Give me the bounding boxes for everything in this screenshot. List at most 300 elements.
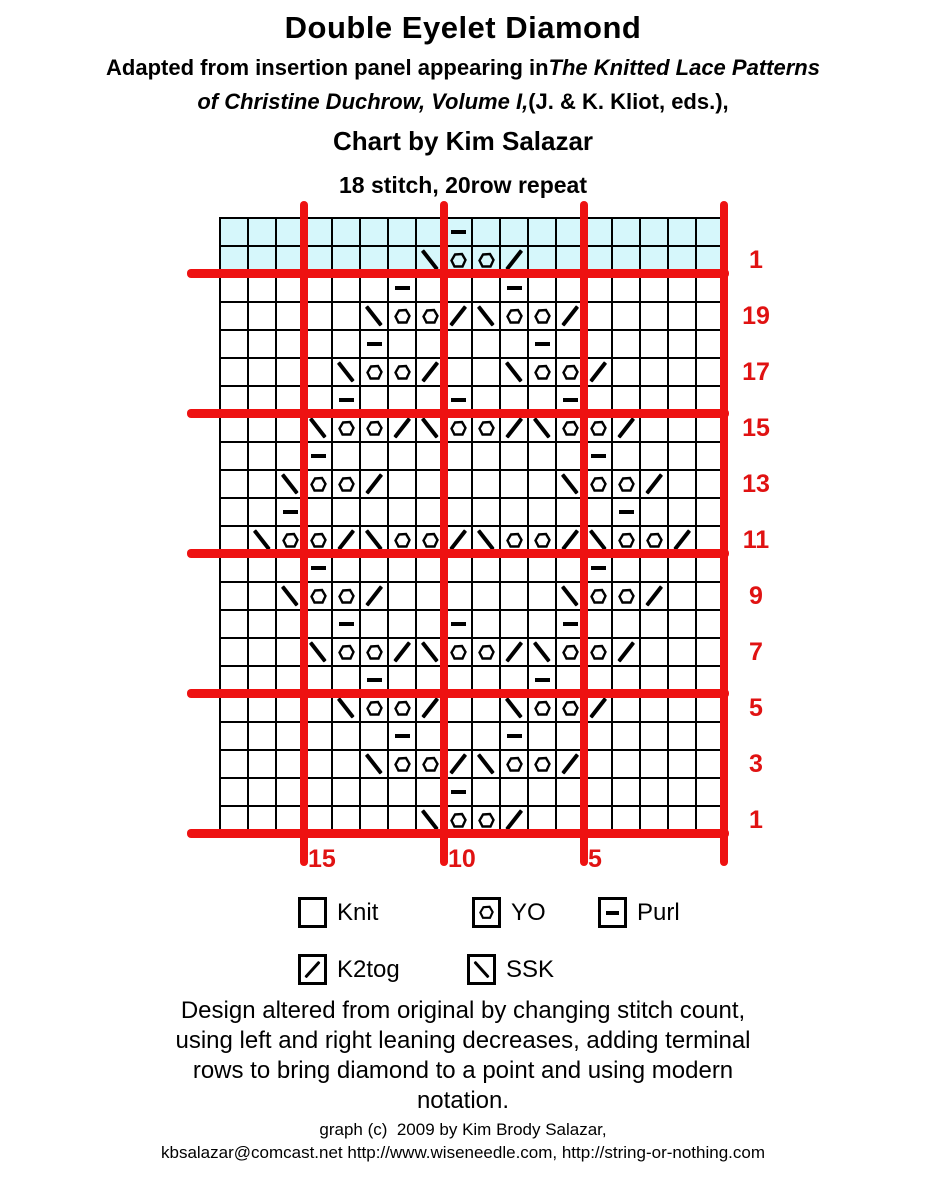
yo-icon [561,420,580,437]
k2tog-icon [505,417,523,438]
chart-cell [361,555,389,583]
chart-cell [361,219,389,247]
chart-cell [529,275,557,303]
purl-icon [507,286,522,290]
purl-icon [451,790,466,794]
chart-cell [473,275,501,303]
chart-cell [389,695,417,723]
chart-cell [585,639,613,667]
chart-cell [361,275,389,303]
yo-icon [561,700,580,717]
ssk-icon [533,417,551,438]
chart-cell [333,359,361,387]
chart-cell [221,583,249,611]
chart-cell [445,471,473,499]
yo-icon [337,420,356,437]
chart-cell [389,415,417,443]
chart-cell [445,751,473,779]
chart-cell [529,415,557,443]
purl-icon [535,678,550,682]
k2tog-icon [365,473,383,494]
credit-line: graph (c) 2009 by Kim Brody Salazar, [319,1120,607,1139]
chart-cell [305,555,333,583]
chart-cell [613,275,641,303]
credit-line: kbsalazar@comcast.net http://www.wiseneedle.com, http://string-or-nothing.com [160,1143,765,1162]
chart-cell [529,303,557,331]
purl-icon [451,398,466,402]
yo-icon [337,476,356,493]
k2tog-icon [365,585,383,606]
chart-cell [501,499,529,527]
chart-cell [361,639,389,667]
chart-cell [389,443,417,471]
legend-item-ssk [467,954,554,985]
chart-cell [501,779,529,807]
stitch-grid [219,217,725,835]
chart-cell [305,415,333,443]
chart-cell [613,415,641,443]
chart-cell [221,471,249,499]
chart-cell [249,583,277,611]
yo-icon [617,588,636,605]
chart-cell [669,583,697,611]
chart-cell [501,443,529,471]
yo-icon [645,532,664,549]
chart-cell [389,555,417,583]
chart-cell [585,303,613,331]
legend-label: Knit [337,898,379,926]
chart-cell [669,779,697,807]
ssk-icon [421,641,439,662]
chart-cell [333,555,361,583]
row-number: 1 [749,806,763,834]
chart-cell [305,471,333,499]
ssk-icon [421,809,439,830]
chart-cell [221,611,249,639]
ssk-icon [365,305,383,326]
chart-cell [305,611,333,639]
chart-cell [669,639,697,667]
ssk-icon [309,641,327,662]
chart-cell [361,751,389,779]
chart-cell [529,499,557,527]
chart-cell [585,331,613,359]
chart-cell [361,611,389,639]
chart-cell [641,415,669,443]
chart-cell [305,639,333,667]
ssk-icon [421,417,439,438]
chart-cell [333,443,361,471]
chart-cell [473,499,501,527]
chart-cell [389,331,417,359]
chart-cell [305,331,333,359]
chart-cell [529,639,557,667]
k2tog-icon [505,809,523,830]
chart-cell [669,275,697,303]
yo-icon [561,364,580,381]
yo-icon [533,532,552,549]
yo-icon [393,308,412,325]
purl-icon [395,734,410,738]
chart-cell [641,471,669,499]
chart-cell [641,555,669,583]
chart-cell [585,751,613,779]
book-title-part-2: of Christine Duchrow, Volume I, [197,89,529,114]
yo-icon [477,252,496,269]
chart-cell [613,359,641,387]
chart-cell [221,639,249,667]
note-line: Design altered from original by changing stitch count, [180,997,746,1024]
purl-icon [311,454,326,458]
ssk-icon [589,529,607,550]
chart-cell [445,415,473,443]
chart-cell [389,471,417,499]
chart-cell [249,359,277,387]
row-number: 13 [742,470,770,498]
chart-cell [249,611,277,639]
chart-cell [501,415,529,443]
chart-cell [445,219,473,247]
chart-cell [389,359,417,387]
chart-cell [501,723,529,751]
chart-cell [361,359,389,387]
ssk-icon [253,529,271,550]
chart-cell [445,359,473,387]
ssk-icon [561,473,579,494]
legend-label: SSK [506,955,555,983]
chart-cell [305,219,333,247]
ssk-icon [365,753,383,774]
chart-cell [361,583,389,611]
chart-cell [529,583,557,611]
purl-icon [563,398,578,402]
k2tog-icon [449,529,467,550]
chart-cell [585,443,613,471]
k2tog-icon [645,585,663,606]
yo-icon [449,252,468,269]
chart-cell [249,415,277,443]
ssk-icon [337,361,355,382]
yo-icon [309,588,328,605]
k2tog-icon [449,305,467,326]
chart-cell [501,695,529,723]
legend-label: Purl [637,898,680,926]
chart-cell [249,555,277,583]
yo-icon [533,756,552,773]
chart-cell [389,583,417,611]
purl-icon [339,622,354,626]
chart-cell [361,331,389,359]
yo-icon [337,588,356,605]
chart-cell [641,219,669,247]
chart-cell [529,723,557,751]
chart-cell [333,303,361,331]
chart-cell [445,779,473,807]
chart-cell [613,331,641,359]
chart-cell [529,779,557,807]
chart-cell [333,723,361,751]
chart-cell [389,751,417,779]
yo-icon [617,476,636,493]
chart-cell [333,471,361,499]
chart-cell [305,499,333,527]
yo-icon [477,812,496,829]
repeat-line-vertical [720,201,728,866]
legend-label: K2tog [337,955,400,983]
chart-cell [361,779,389,807]
chart-cell [529,331,557,359]
yo-icon [533,364,552,381]
chart-cell [221,555,249,583]
ssk-icon [281,585,299,606]
chart-cell [669,555,697,583]
yo-icon [449,644,468,661]
chart-cell [221,415,249,443]
chart-cell [641,275,669,303]
ssk-icon [533,641,551,662]
chart-cell [221,359,249,387]
chart-cell [361,499,389,527]
chart-cell [305,695,333,723]
chart-cell [501,611,529,639]
chart-cell [221,695,249,723]
ssk-icon [365,529,383,550]
yo-icon [589,588,608,605]
chart-cell [445,695,473,723]
chart-cell [529,555,557,583]
chart-cell [641,723,669,751]
yo-icon [449,420,468,437]
chart-cell [473,611,501,639]
chart-cell [473,303,501,331]
yo-icon [393,532,412,549]
k2tog-icon [589,697,607,718]
chart-cell [361,723,389,751]
legend-k2tog-swatch [298,954,327,985]
chart-cell [389,219,417,247]
chart-cell [613,611,641,639]
chart-cell [389,639,417,667]
stitch-number: 10 [448,845,476,873]
subtitle-roman-text: Adapted from insertion panel appearing in [106,55,549,80]
chart-cell [641,443,669,471]
chart-cell [249,499,277,527]
ssk-icon [337,697,355,718]
repeat-line-vertical [440,201,448,866]
chart-cell [333,695,361,723]
chart-cell [613,751,641,779]
k2tog-icon [304,961,320,979]
chart-cell [641,779,669,807]
repeat-line-horizontal [187,549,729,558]
chart-cell [473,695,501,723]
chart-cell [585,555,613,583]
chart-cell [585,695,613,723]
chart-cell [585,275,613,303]
chart-cell [249,639,277,667]
yo-icon [337,644,356,661]
chart-cell [501,639,529,667]
ssk-icon [477,753,495,774]
chart-cell [221,723,249,751]
chart-cell [585,611,613,639]
yo-icon [421,756,440,773]
chart-cell [249,695,277,723]
chart-cell [669,499,697,527]
k2tog-icon [421,361,439,382]
chart-cell [669,219,697,247]
yo-icon [365,420,384,437]
ssk-icon [505,361,523,382]
chart-cell [333,583,361,611]
chart-cell [305,359,333,387]
row-number: 19 [742,302,770,330]
purl-icon [451,230,466,234]
chart-cell [613,303,641,331]
yo-icon [505,756,524,773]
ssk-icon [309,417,327,438]
chart-cell [333,331,361,359]
ssk-icon [281,473,299,494]
chart-cell [529,695,557,723]
chart-cell [641,611,669,639]
purl-icon [367,678,382,682]
ssk-icon [477,305,495,326]
ssk-icon [561,585,579,606]
purl-icon [619,510,634,514]
chart-cell [529,443,557,471]
chart-cell [585,359,613,387]
chart-cell [221,331,249,359]
purl-icon [283,510,298,514]
chart-cell [501,751,529,779]
alteration-note [0,996,926,1116]
k2tog-icon [673,529,691,550]
ssk-icon [505,697,523,718]
chart-cell [669,471,697,499]
chart-cell [669,415,697,443]
legend-item-purl [598,897,680,928]
chart-cell [585,219,613,247]
yo-icon [589,644,608,661]
k2tog-icon [561,529,579,550]
repeat-note: 18 stitch, 20row repeat [339,172,587,198]
chart-cell [473,779,501,807]
chart-cell [389,275,417,303]
chart-cell [473,331,501,359]
chart-cell [669,611,697,639]
legend-item-knit [298,897,378,928]
chart-cell [613,555,641,583]
ssk-icon [473,961,489,979]
purl-icon [367,342,382,346]
book-title-part-1: The Knitted Lace Patterns [548,55,820,80]
yo-icon [365,700,384,717]
k2tog-icon [561,305,579,326]
chart-cell [221,303,249,331]
chart-cell [585,583,613,611]
chart-cell [445,443,473,471]
editors-text: (J. & K. Kliot, eds.), [528,89,729,114]
chart-cell [585,499,613,527]
chart-cell [669,723,697,751]
chart-cell [473,751,501,779]
chart-cell [445,639,473,667]
chart-cell [669,751,697,779]
stitch-number: 15 [308,845,336,873]
k2tog-icon [505,249,523,270]
yo-icon [505,532,524,549]
subtitle-line-2 [0,89,926,115]
chart-cell [613,695,641,723]
k2tog-icon [421,697,439,718]
yo-icon [589,476,608,493]
chart-cell [613,639,641,667]
chart-cell [221,443,249,471]
chart-cell [501,359,529,387]
chart-cell [389,303,417,331]
chart-cell [473,359,501,387]
note-line: notation. [416,1087,510,1114]
chart-cell [529,471,557,499]
chart-cell [613,443,641,471]
yo-icon [533,700,552,717]
legend-item-k2tog [298,954,400,985]
chart-cell [305,779,333,807]
yo-icon [393,364,412,381]
note-line: using left and right leaning decreases, adding terminal [175,1027,751,1054]
chart-cell [669,443,697,471]
chart-cell [333,499,361,527]
chart-cell [389,779,417,807]
row-number: 1 [749,246,763,274]
chart-cell [473,415,501,443]
legend-yo-swatch [472,897,501,928]
subtitle-line-1 [0,55,926,81]
yo-icon [421,308,440,325]
chart-cell [445,723,473,751]
row-number: 7 [749,638,763,666]
chart-cell [305,303,333,331]
chart-cell [445,583,473,611]
repeat-line-horizontal [187,409,729,418]
chart-cell [305,443,333,471]
yo-icon [561,644,580,661]
chart-cell [585,471,613,499]
chart-cell [641,359,669,387]
chart-cell [249,331,277,359]
chart-cell [305,583,333,611]
chart-cell [221,275,249,303]
chart-cell [221,219,249,247]
chart-cell [529,751,557,779]
yo-icon [477,644,496,661]
repeat-line-horizontal [187,829,729,838]
chart-cell [333,219,361,247]
stitch-number: 5 [588,845,602,873]
row-number: 3 [749,750,763,778]
chart-cell [389,499,417,527]
chart-cell [333,611,361,639]
purl-icon [563,622,578,626]
chart-cell [249,275,277,303]
chart-cell [669,359,697,387]
k2tog-icon [589,361,607,382]
chart-cell [669,695,697,723]
repeat-line-vertical [580,201,588,866]
chart-cell [585,723,613,751]
chart-cell [613,219,641,247]
